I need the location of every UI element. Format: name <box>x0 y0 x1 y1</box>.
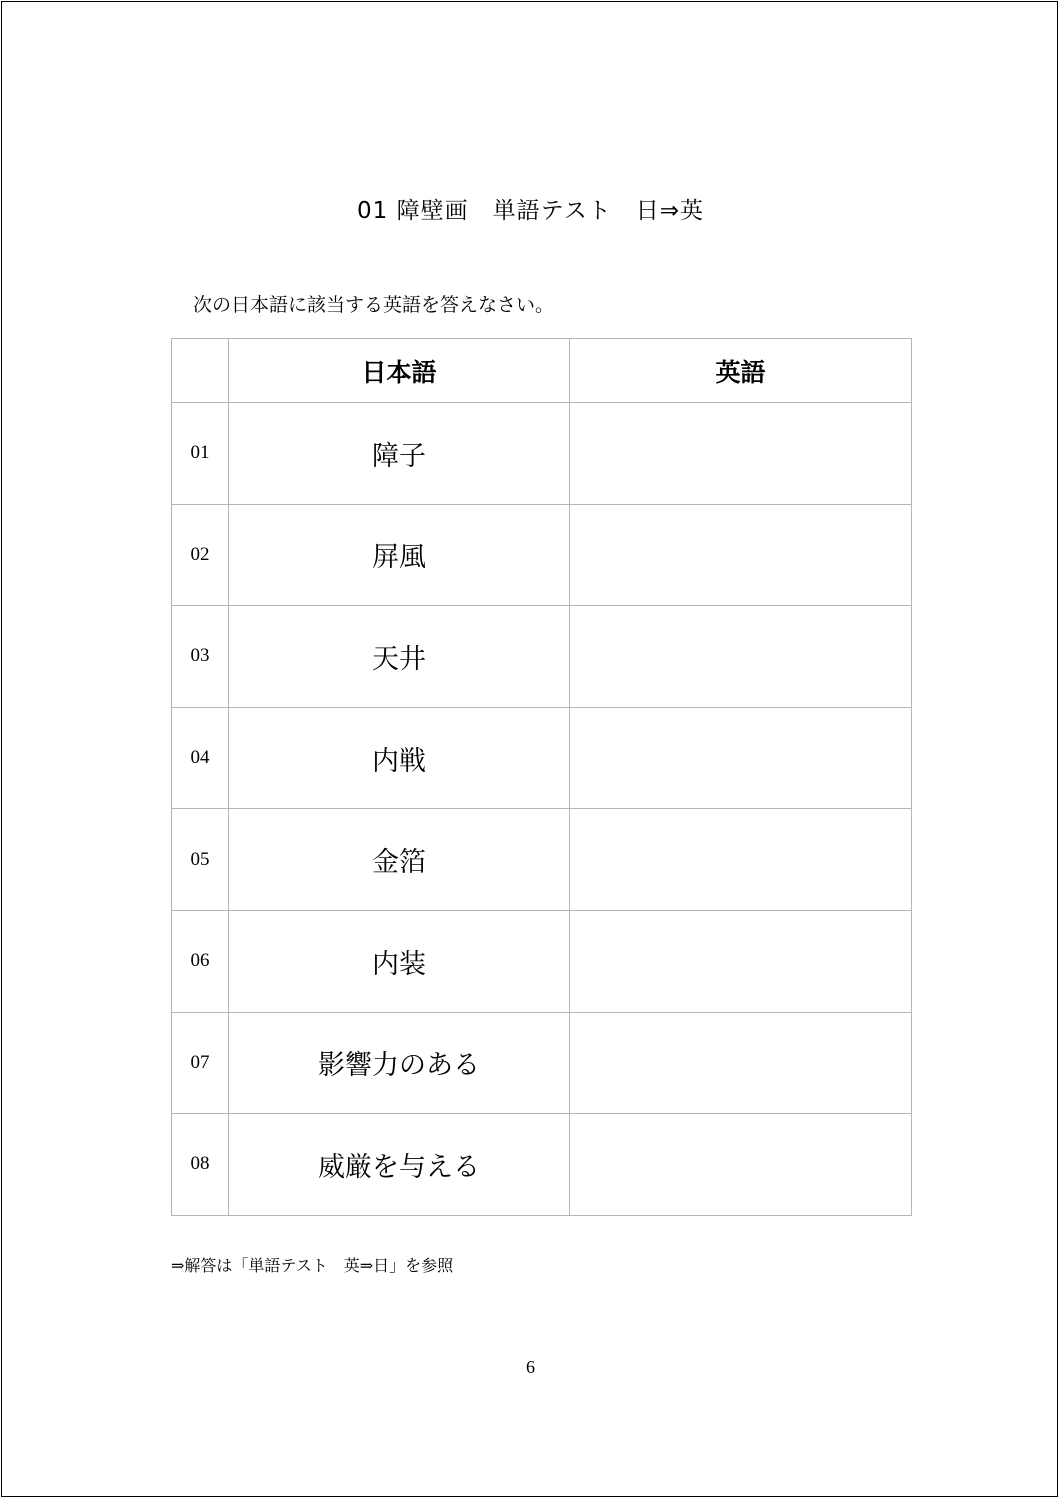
table-header-row <box>172 339 912 403</box>
header-japanese: 日本語 <box>229 339 570 403</box>
page-title: 01 障壁画 単語テスト 日⇒英 <box>357 198 704 224</box>
table-row <box>172 606 912 708</box>
table-row <box>172 1012 912 1114</box>
row-number: 04 <box>172 707 229 809</box>
japanese-word: 内装 <box>229 910 570 1012</box>
header-number <box>172 339 229 403</box>
japanese-word: 障子 <box>229 403 570 505</box>
english-answer-cell[interactable] <box>570 707 912 809</box>
japanese-word: 屏風 <box>229 504 570 606</box>
english-answer-cell[interactable] <box>570 1114 912 1216</box>
english-answer-cell[interactable] <box>570 1012 912 1114</box>
row-number: 02 <box>172 504 229 606</box>
header-english: 英語 <box>570 339 912 403</box>
row-number: 08 <box>172 1114 229 1216</box>
table-row <box>172 809 912 911</box>
row-number: 05 <box>172 809 229 911</box>
english-answer-cell[interactable] <box>570 606 912 708</box>
row-number: 03 <box>172 606 229 708</box>
row-number: 06 <box>172 910 229 1012</box>
english-answer-cell[interactable] <box>570 504 912 606</box>
english-answer-cell[interactable] <box>570 809 912 911</box>
table-row <box>172 403 912 505</box>
page-number: 6 <box>526 1357 535 1377</box>
japanese-word: 内戦 <box>229 707 570 809</box>
japanese-word: 影響力のある <box>229 1012 570 1114</box>
answer-reference-note: ⇒解答は「単語テスト 英⇒日」を参照 <box>171 1256 454 1275</box>
vocabulary-table <box>171 338 912 1216</box>
table-row <box>172 504 912 606</box>
english-answer-cell[interactable] <box>570 403 912 505</box>
english-answer-cell[interactable] <box>570 910 912 1012</box>
row-number: 07 <box>172 1012 229 1114</box>
table-row <box>172 1114 912 1216</box>
instruction-text: 次の日本語に該当する英語を答えなさい。 <box>193 294 555 316</box>
table-row <box>172 910 912 1012</box>
japanese-word: 金箔 <box>229 809 570 911</box>
japanese-word: 威厳を与える <box>229 1114 570 1216</box>
table-row <box>172 707 912 809</box>
row-number: 01 <box>172 403 229 505</box>
japanese-word: 天井 <box>229 606 570 708</box>
